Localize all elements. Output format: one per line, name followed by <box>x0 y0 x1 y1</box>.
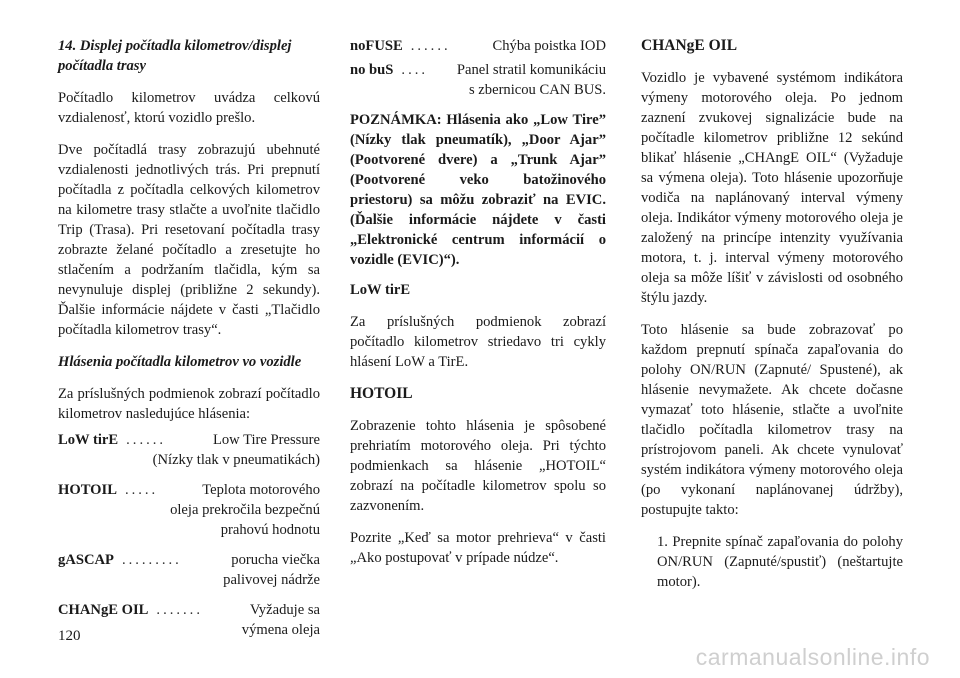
message-entry-hotoil <box>58 480 320 540</box>
change-oil-reset-paragraph: Toto hlásenie sa bude zobrazovať po každom prepnutí spínača zapaľovania do polohy ON/RUN (Zapnuté/ Spustené), ak hlásenie nevymažete. Ak chcete dočasne vymazať toto hlásenie, stlačte a uvoľnite tlačidlo počítadla kilometrov trasy na prístrojovom paneli. Ak chcete vynulovať systém indikátora výmeny motorového oleja (po vykonaní naplánovanej údržby), postupujte takto: <box>641 322 903 518</box>
hotoil-heading: HOTOIL <box>350 385 413 402</box>
leader-dots: ...... <box>126 432 167 448</box>
low-tire-heading: LoW tirE <box>350 282 411 298</box>
message-entry-low-tire <box>58 430 320 470</box>
hotoil-paragraph: Zobrazenie tohto hlásenia je spôsobené prehriatím motorového oleja. Pri týchto podmienkach sa hlásenie „HOTOIL“ zobrazí na počítadle kilometrov spolu so zazvonením. <box>350 418 606 514</box>
message-entry-nobus <box>350 60 606 100</box>
reset-step-1: 1. Prepnite spínač zapaľovania do polohy ON/RUN (Zapnuté/spustiť) (neštartujte motor). <box>657 534 903 590</box>
message-definition: Low Tire Pressure <box>212 432 320 448</box>
leader-dots: ......... <box>121 552 182 568</box>
message-definition: porucha viečka <box>231 552 320 568</box>
paragraph-messages-intro: Za príslušných podmienok zobrazí počítadlo kilometrov nasledujúce hlásenia: <box>58 386 320 422</box>
message-entry-change-oil <box>58 600 320 640</box>
message-term: noFUSE <box>350 38 403 54</box>
message-definition-cont: výmena oleja <box>241 622 320 638</box>
message-entry-gascap <box>58 550 320 590</box>
leader-dots: ....... <box>156 602 203 618</box>
paragraph-trip: Dve počítadlá trasy zobrazujú ubehnuté vzdialenosti jednotlivých trás. Pri prepnutí počítadla z počítadla celkových kilometrov na kilometre trasy stlačte a uvoľnite tlačidlo Trip (Trasa). Pri resetovaní počítadla trasy zobrazte želané počítadlo a zresetujte ho stlačením a podržaním tlačidla, kým sa nevynuluje displej (približne 2 sekundy). Ďalšie informácie nájdete v časti „Tlačidlo počítadla kilometrov trasy“. <box>58 142 320 338</box>
message-definition: Panel stratil komunikáciu <box>456 62 606 78</box>
message-definition-cont: (Nízky tlak v pneumatikách) <box>152 452 320 468</box>
watermark: carmanualsonline.info <box>695 644 930 670</box>
subheading-messages: Hlásenia počítadla kilometrov vo vozidle <box>58 354 302 370</box>
leader-dots: ..... <box>124 482 159 498</box>
section-heading: 14. Displej počítadla kilometrov/displej počítadla trasy <box>58 38 292 74</box>
message-definition: Vyžaduje sa <box>249 602 320 618</box>
message-definition: Teplota motorového <box>202 482 320 498</box>
left-column <box>58 36 320 650</box>
hotoil-reference: Pozrite „Keď sa motor prehrieva“ v časti „Ako postupovať v prípade núdze“. <box>350 530 606 566</box>
message-term: no buS <box>350 62 394 78</box>
low-tire-paragraph: Za príslušných podmienok zobrazí počítadlo kilometrov striedavo tri cykly hlásení LoW a TirE. <box>350 314 606 370</box>
leader-dots: .... <box>401 62 429 78</box>
right-column <box>641 36 903 604</box>
paragraph-odometer: Počítadlo kilometrov uvádza celkovú vzdialenosť, ktorú vozidlo prešlo. <box>58 90 320 126</box>
message-term: HOTOIL <box>58 482 117 498</box>
middle-column <box>350 36 606 580</box>
change-oil-heading: CHANgE OIL <box>641 37 738 54</box>
message-term: CHANgE OIL <box>58 602 149 618</box>
leader-dots: ...... <box>410 38 451 54</box>
message-definition-cont: s zbernicou CAN BUS. <box>468 82 606 98</box>
message-term: gASCAP <box>58 552 114 568</box>
change-oil-paragraph: Vozidlo je vybavené systémom indikátora výmeny motorového oleja. Po jednom zaznení zvukovej signalizácie bude na počítadle kilometrov približne 12 sekúnd blikať hlásenie „CHAngE OIL“ (Vyžaduje sa výmena oleja). Toto hlásenie upozorňuje vodiča na naplánovaný interval výmeny oleja. Indikátor výmeny motorového oleja je založený na princípe intenzity využívania motora, t. j. interval výmeny motorového oleja sa môže líšiť v závislosti od osobného štýlu jazdy. <box>641 70 903 306</box>
message-definition-cont: palivovej nádrže <box>223 572 320 588</box>
message-definition-cont: oleja prekročila bezpečnú <box>170 502 320 518</box>
message-term: LoW tirE <box>58 432 119 448</box>
page-number: 120 <box>58 628 81 644</box>
message-definition: Chýba poistka IOD <box>492 38 606 54</box>
message-definition-cont: prahovú hodnotu <box>220 522 320 538</box>
message-entry-nofuse <box>350 36 606 56</box>
note-paragraph: POZNÁMKA: Hlásenia ako „Low Tire” (Nízky tlak pneumatík), „Door Ajar” (Pootvorené dvere) a „Trunk Ajar” (Pootvorené veko batožinového priestoru) sa môžu zobraziť na EVIC. (Ďalšie informácie nájdete v časti „Elektronické centrum informácií o vozidle (EVIC)“). <box>350 112 606 268</box>
